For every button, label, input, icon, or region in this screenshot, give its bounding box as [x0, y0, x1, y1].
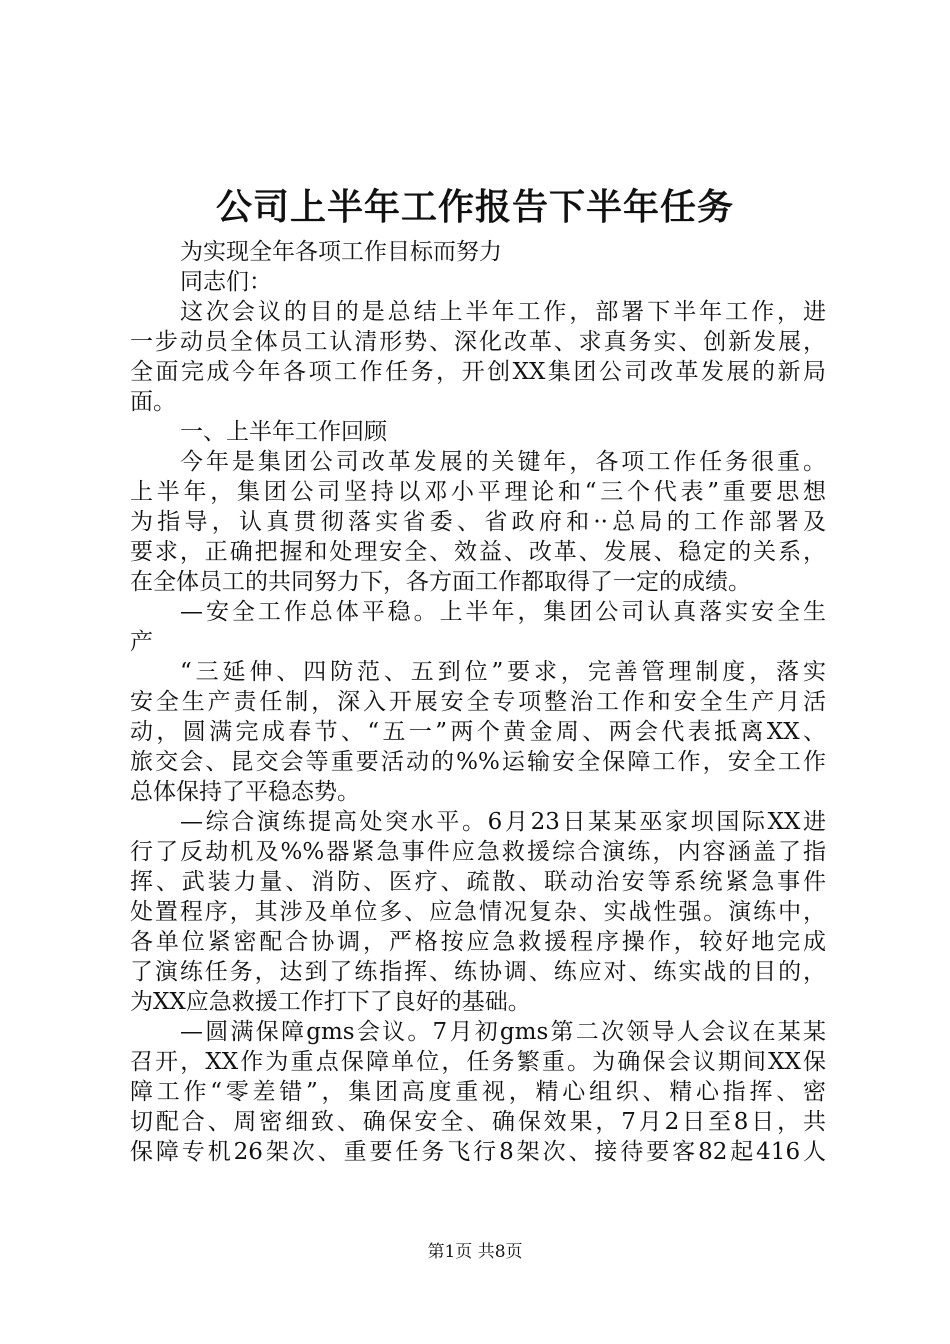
text-line: —安全工作总体平稳。上半年，集团公司认真落实安全生 [180, 599, 826, 625]
text-line: 产 [130, 629, 153, 655]
page-number: 第1页 共8页 [427, 1242, 523, 1262]
text-line: 安全生产责任制，深入开展安全专项整治工作和安全生产月活 [130, 689, 826, 715]
text-line: —圆满保障gms会议。7月初gms第二次领导人会议在某某 [180, 1019, 826, 1045]
text-line: 处置程序，其涉及单位多、应急情况复杂、实战性强。演练中， [130, 899, 826, 925]
text-line: 保障专机26架次、重要任务飞行8架次、接待要客82起416人 [130, 1139, 826, 1165]
text-line: 召开，XX作为重点保障单位，任务繁重。为确保会议期间XX保 [130, 1049, 826, 1075]
text-line: 为指导，认真贯彻落实省委、省政府和··总局的工作部署及 [130, 509, 826, 535]
text-line: 为XX应急救援工作打下了良好的基础。 [130, 989, 531, 1015]
text-line: 总体保持了平稳态势。 [130, 779, 360, 805]
text-line: 今年是集团公司改革发展的关键年，各项工作任务很重。 [180, 449, 826, 475]
text-line: 切配合、周密细致、确保安全、确保效果，7月2日至8日，共 [130, 1109, 826, 1135]
text-line: 各单位紧密配合协调，严格按应急救援程序操作，较好地完成 [130, 929, 826, 955]
text-line: 全面完成今年各项工作任务，开创XX集团公司改革发展的新局 [130, 359, 826, 385]
text-line: 旅交会、昆交会等重要活动的%%运输安全保障工作，安全工作 [130, 749, 826, 775]
text-line: 面。 [130, 389, 176, 415]
text-line: 一步动员全体员工认清形势、深化改革、求真务实、创新发展， [130, 329, 826, 355]
text-line: 了演练任务，达到了练指挥、练协调、练应对、练实战的目的， [130, 959, 826, 985]
document-title: 公司上半年工作报告下半年任务 [215, 187, 734, 228]
text-line: —综合演练提高处突水平。6月23日某某巫家坝国际XX进 [180, 809, 826, 835]
text-line: 上半年，集团公司坚持以邓小平理论和“三个代表”重要思想 [130, 479, 826, 505]
text-line: “三延伸、四防范、五到位”要求，完善管理制度，落实 [180, 659, 826, 685]
text-line: 这次会议的目的是总结上半年工作，部署下半年工作，进 [180, 299, 826, 325]
text-line: 行了反劫机及%%器紧急事件应急救援综合演练，内容涵盖了指 [130, 839, 826, 865]
text-line: 一、上半年工作回顾 [180, 419, 387, 445]
document-body [130, 237, 826, 1167]
text-line: 动，圆满完成春节、“五一”两个黄金周、两会代表抵离XX、 [130, 719, 826, 745]
text-line: 为实现全年各项工作目标而努力 [180, 239, 502, 265]
text-line: 障工作“零差错”，集团高度重视，精心组织、精心指挥、密 [130, 1079, 826, 1105]
text-line: 在全体员工的共同努力下，各方面工作都取得了一定的成绩。 [130, 569, 751, 595]
text-line: 挥、武装力量、消防、医疗、疏散、联动治安等系统紧急事件 [130, 869, 826, 895]
text-line: 要求，正确把握和处理安全、效益、改革、发展、稳定的关系， [130, 539, 826, 565]
text-line: 同志们： [180, 269, 272, 295]
